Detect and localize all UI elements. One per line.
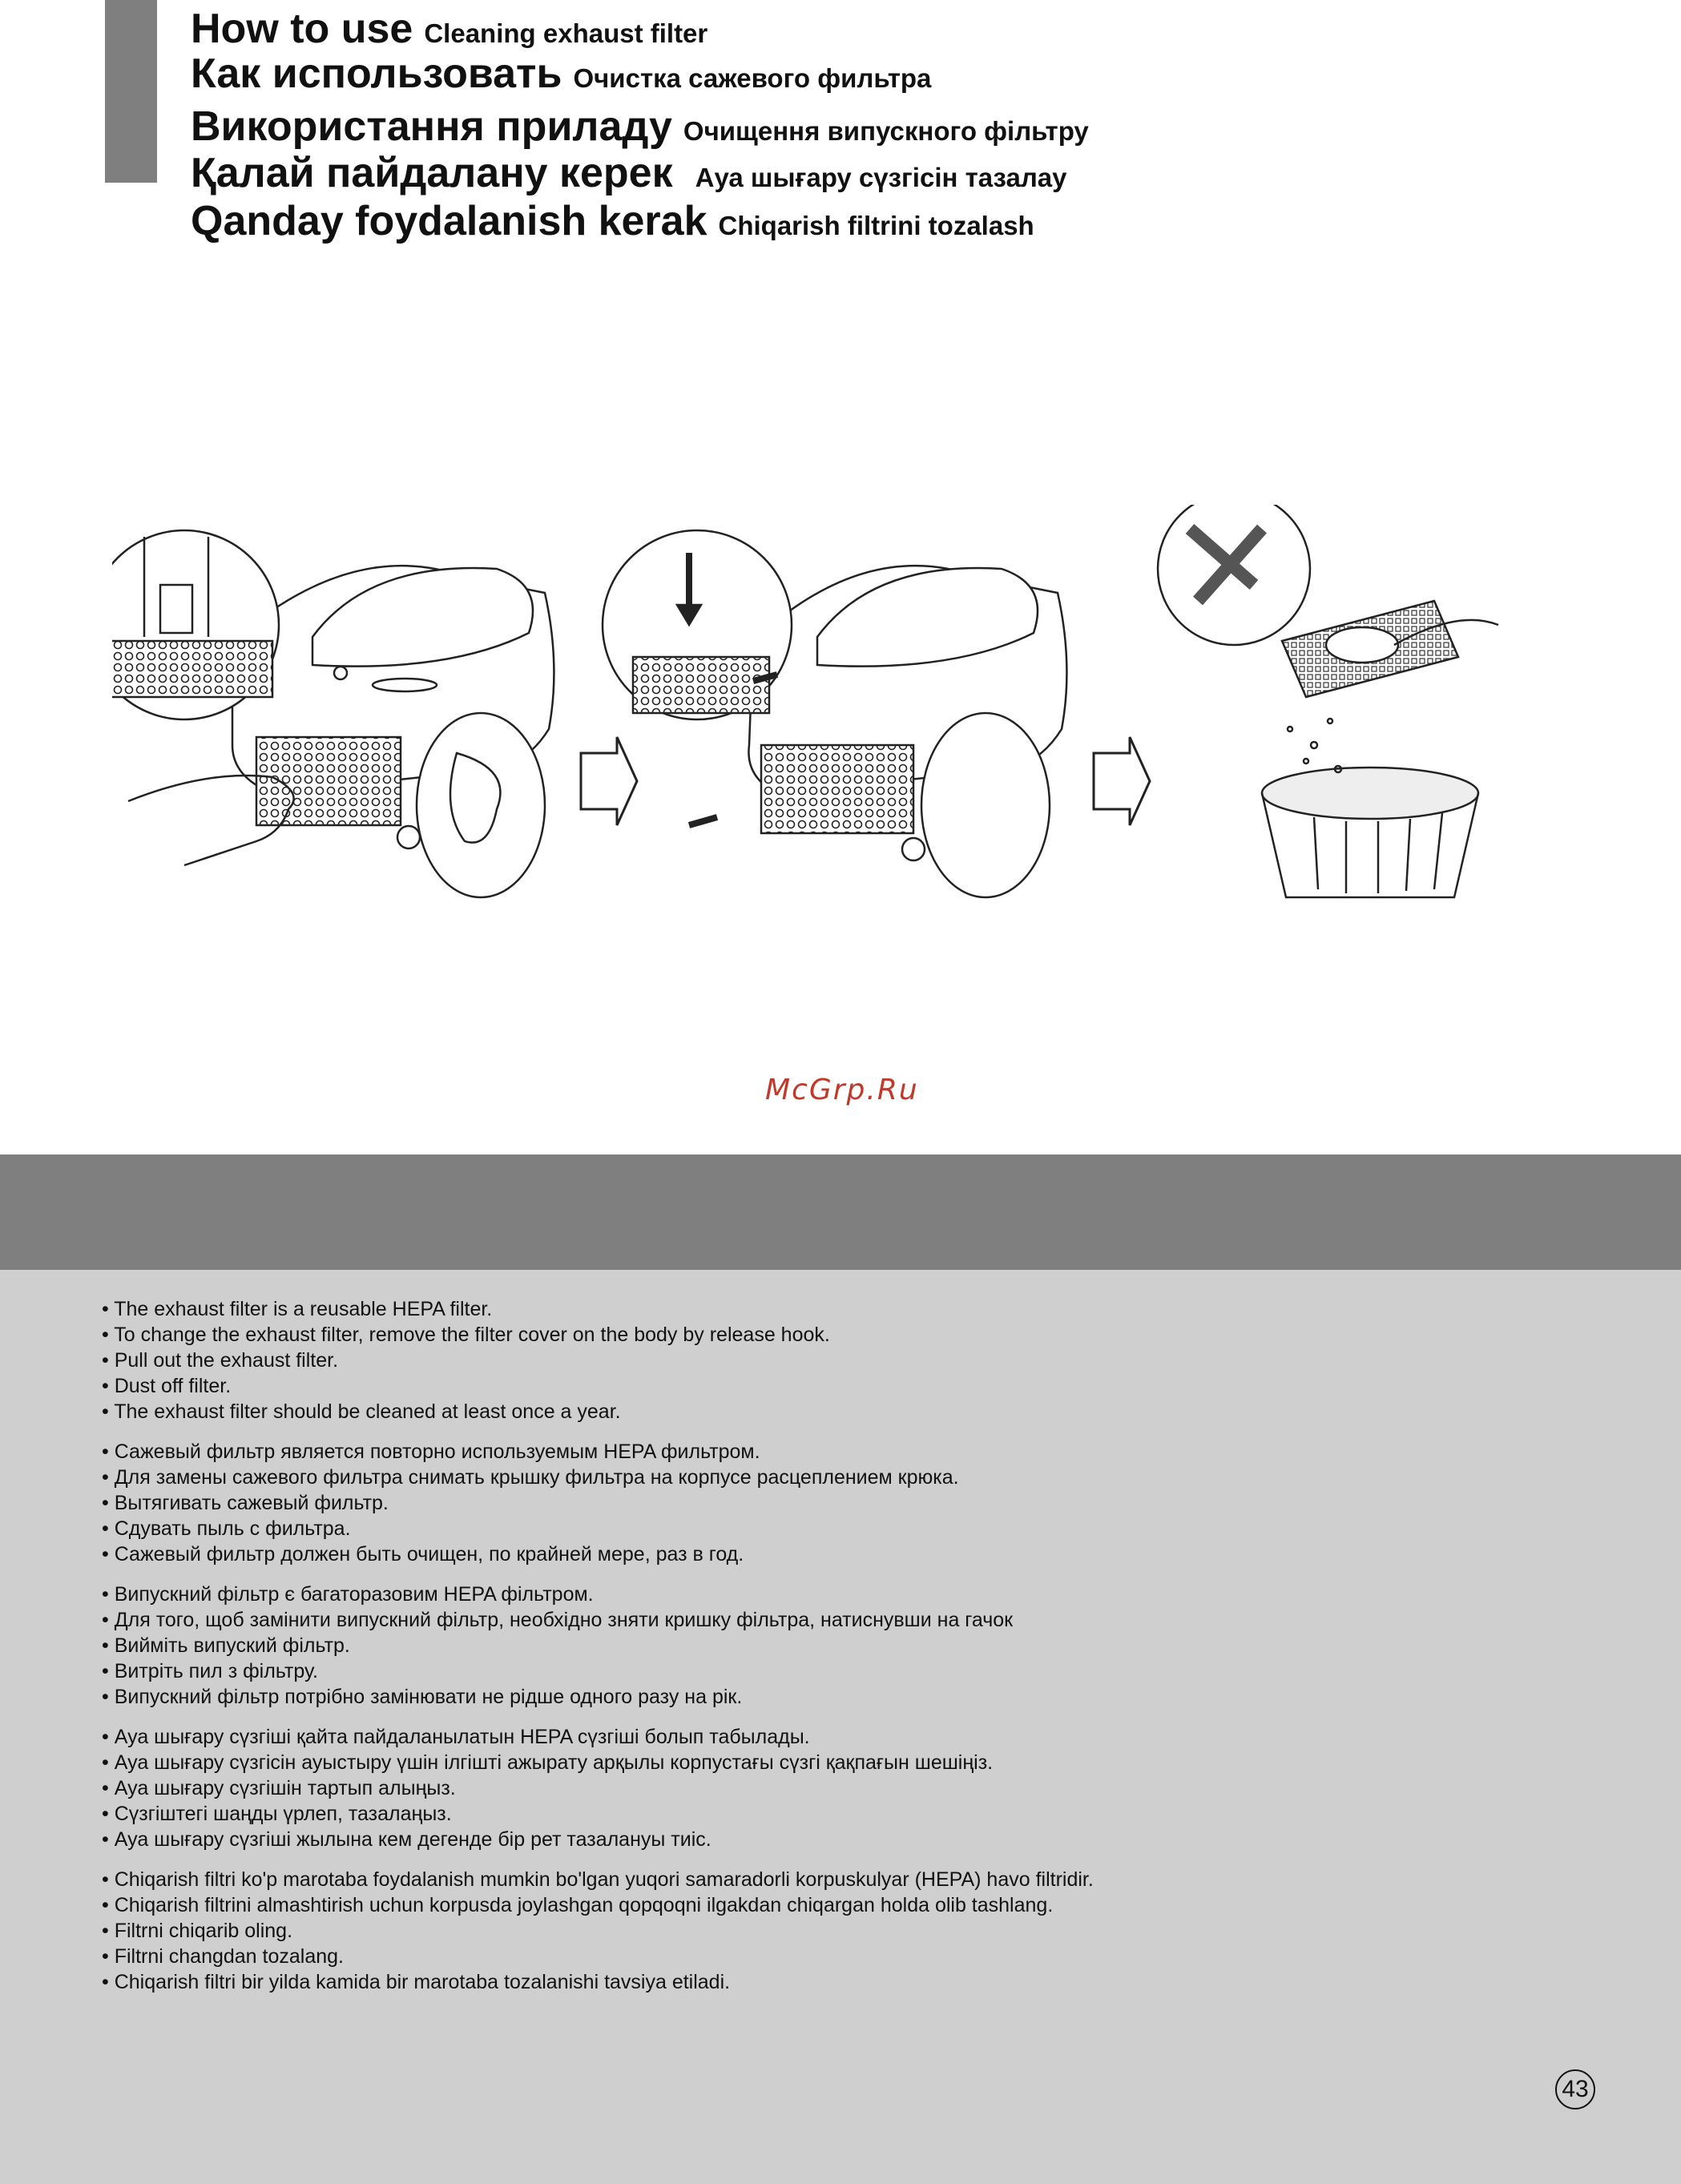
instructions-ru	[102, 1439, 1094, 1567]
heading-line-kk	[191, 152, 1067, 194]
list-item: • Сажевый фильтр должен быть очищен, по крайней мере, раз в год.	[102, 1541, 1094, 1567]
heading-title: Qanday foydalanish kerak	[191, 198, 707, 244]
heading-title: Використання приладу	[191, 103, 672, 150]
step3-dust-off-filter-illustration	[1158, 505, 1498, 897]
list-item: • Випускний фільтр потрібно замінювати не рідше одного разу на рік.	[102, 1684, 1094, 1710]
list-item: • Ауа шығару сүзгіші қайта пайдаланылатын HEPA сүзгіші болып табылады.	[102, 1724, 1094, 1750]
step2-pull-filter-illustration	[603, 530, 1066, 897]
watermark: McGrp.Ru	[765, 1074, 919, 1106]
arrow-right-icon	[581, 737, 637, 825]
heading-title: How to use	[191, 6, 413, 52]
heading-line-en	[191, 8, 707, 50]
instructions-uk	[102, 1582, 1094, 1710]
heading-title: Как использовать	[191, 50, 562, 97]
list-item: • Ауа шығару сүзгісін ауыстыру үшін ілгішті ажырату арқылы корпустағы сүзгі қақпағын шешіңіз.	[102, 1750, 1094, 1775]
list-item: • The exhaust filter is a reusable HEPA filter.	[102, 1296, 1094, 1322]
list-item: • Випускний фільтр є багаторазовим HEPA фільтром.	[102, 1582, 1094, 1607]
instructions-kk	[102, 1724, 1094, 1852]
list-item: • Filtrni changdan tozalang.	[102, 1944, 1094, 1969]
list-item: • Для того, щоб замінити випускний фільтр, необхідно зняти кришку фільтра, натиснувши на гачок	[102, 1607, 1094, 1633]
instructions-en	[102, 1296, 1094, 1424]
list-item: • Dust off filter.	[102, 1373, 1094, 1399]
list-item: • Сүзгіштегі шаңды үрлеп, тазалаңыз.	[102, 1801, 1094, 1827]
list-item: • Chiqarish filtrini almashtirish uchun korpusda joylashgan qopqoqni ilgakdan chiqargan holda olib tashlang.	[102, 1892, 1094, 1918]
instruction-groups	[102, 1296, 1094, 2009]
heading-line-uz	[191, 200, 1034, 242]
heading-subtitle: Cleaning exhaust filter	[424, 18, 708, 48]
list-item: • Chiqarish filtri bir yilda kamida bir marotaba tozalanishi tavsiya etiladi.	[102, 1969, 1094, 1995]
list-item: • Filtrni chiqarib oling.	[102, 1918, 1094, 1944]
list-item: • Pull out the exhaust filter.	[102, 1348, 1094, 1373]
list-item: • Сдувать пыль с фильтра.	[102, 1516, 1094, 1541]
section-band	[0, 1154, 1681, 1270]
heading-subtitle: Ауа шығару сүзгісін тазалау	[695, 163, 1067, 192]
section-tab	[105, 0, 157, 183]
list-item: • To change the exhaust filter, remove the filter cover on the body by release hook.	[102, 1322, 1094, 1348]
list-item: • Ауа шығару сүзгішін тартып алыңыз.	[102, 1775, 1094, 1801]
page-number: 43	[1555, 2069, 1595, 2109]
heading-line-ru	[191, 50, 932, 97]
list-item: • Витріть пил з фільтру.	[102, 1658, 1094, 1684]
arrow-right-icon	[1094, 737, 1150, 825]
heading-subtitle: Очистка сажевого фильтра	[573, 63, 932, 93]
instructions-uz	[102, 1867, 1094, 1995]
list-item: • Ауа шығару сүзгіші жылына кем дегенде бір рет тазалануы тиіс.	[102, 1827, 1094, 1852]
list-item: • Вийміть випуский фільтр.	[102, 1633, 1094, 1658]
heading-subtitle: Chiqarish filtrini tozalash	[718, 211, 1034, 240]
list-item: • Chiqarish filtri ko'p marotaba foydalanish mumkin bo'lgan yuqori samaradorli korpuskulyar (HEPA) havo filtridir.	[102, 1867, 1094, 1892]
list-item: • The exhaust filter should be cleaned at least once a year.	[102, 1399, 1094, 1424]
list-item: • Сажевый фильтр является повторно используемым HEPA фильтром.	[102, 1439, 1094, 1465]
list-item: • Вытягивать сажевый фильтр.	[102, 1490, 1094, 1516]
heading-subtitle: Очищення випускного фільтру	[683, 116, 1089, 146]
step1-remove-cover-illustration	[112, 530, 554, 897]
filter-cleaning-illustration	[112, 505, 1506, 921]
list-item: • Для замены сажевого фильтра снимать крышку фильтра на корпусе расцеплением крюка.	[102, 1465, 1094, 1490]
heading-title: Қалай пайдалану керек	[191, 150, 673, 196]
heading-line-uk	[191, 103, 1089, 150]
